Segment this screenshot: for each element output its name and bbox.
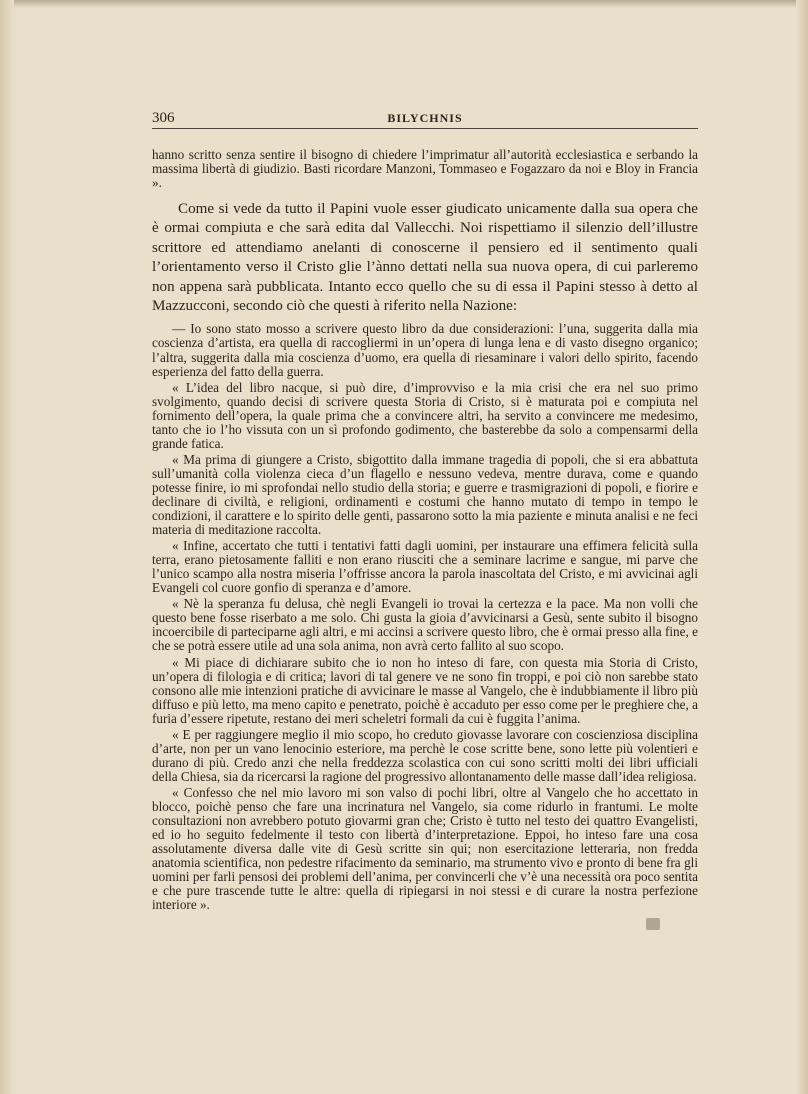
quote-paragraph: « Nè la speranza fu delusa, chè negli Evangeli io trovai la certezza e la pace. Ma non volli che questo bene fosse riserbato a me solo. Chi gusta la gioia d’avvicinarsi a Gesù, sente subito il bisogno incoercibile di parteciparne agli altri, e mi accinsi a scrivere questo libro, che è ormai presso alla fine, e che se potrà essere utile ad una sola anima, non avrà certo fallito al suo scopo. xyxy=(152,596,698,654)
page-header xyxy=(152,110,698,128)
page-right-edge xyxy=(796,0,808,1094)
ink-stain xyxy=(646,918,660,930)
quote-section xyxy=(152,322,698,912)
quote-paragraph: « Ma prima di giungere a Cristo, sbigottito dalla immane tragedia di popoli, che si era abbattuta sull’umanità colla violenza cieca d’un flagello e nessuno vedeva, mentre durava, come e quando potesse finire, io mi sprofondai nello studio della storia; e guerre e trasmigrazioni di popoli, e fiorire e declinare di civiltà, e religioni, ordinamenti e costumi che hanno mutato di tempo in tempo le condizioni, il carattere e lo spirito delle genti, passarono sotto la mia paziente e minuta analisi e ne feci materia di meditazione raccolta. xyxy=(152,451,698,538)
quote-paragraph: « E per raggiungere meglio il mio scopo, ho creduto giovasse lavorare con coscienziosa disciplina d’arte, non per un vano lenocinio esteriore, ma perchè le cose scritte bene, sono lette più volentieri e durano di più. Credo anzi che nella freddezza scolastica con cui sono scritti molti dei libri ufficiali della Chiesa, sia da ricercarsi la ragione del progressivo allontanamento delle masse dall’idea religiosa. xyxy=(152,726,698,784)
quote-paragraph: « L’idea del libro nacque, si può dire, d’improvviso e la mia crisi che era nel suo primo svolgimento, quando decisi di scrivere questa Storia di Cristo, si è maturata poi e compiuta nel fornimento dell’opera, la quale prima che a convincere altri, ha servito a convincere me medesimo, tanto che io l’ho vissuta con un sì profondo godimento, che basterebbe da solo a compensarmi della grande fatica. xyxy=(152,379,698,451)
main-section xyxy=(152,200,698,316)
main-paragraph: Come si vede da tutto il Papini vuole esser giudicato unicamente dalla sua opera che è ormai compiuta e che sarà edita dal Vallecchi. Noi rispettiamo il silenzio dell’illustre scrittore ed attendiamo anelanti di conoscerne il pensiero ed il sentimento quali l’orientamento verso il Cristo glie l’ànno dettati nella sua nuova opera, di cui parleremo non appena sarà pubblicata. Intanto ecco quello che su di essa il Papini stesso à detto al Mazzucconi, secondo ciò che questi à riferito nella Nazione: xyxy=(152,201,698,315)
header-rule xyxy=(152,128,698,129)
page-number: 306 xyxy=(152,110,175,126)
intro-paragraph: hanno scritto senza sentire il bisogno di chiedere l’imprimatur all’autorità ecclesiastica e serbando la massima libertà di giudizio. Basti ricordare Manzoni, Tommaseo e Fogazzaro da noi e Bloy in Francia ». xyxy=(152,147,698,190)
page-body xyxy=(152,148,698,912)
quote-paragraph: « Confesso che nel mio lavoro mi son valso di pochi libri, oltre al Vangelo che ho accettato in blocco, poichè penso che fare una incrinatura nel Vangelo, sia come ridurlo in frantumi. Le molte consultazioni non avrebbero potuto giovarmi gran che; Cristo è tutto nel testo dei quattro Evangelisti, ed io ho seguito fedelmente il testo con libertà d’interpretazione. Eppoi, ho inteso fare una cosa assolutamente diversa dalle vite di Gesù scritte sin qui; non esercitazione letteraria, non fredda anatomia scientifica, non pedestre rifacimento da seminario, ma strumento vivo e pronto di bene fra gli uomini per farli pensosi dei problemi dell’anima, per convincerli che v’è una necessità ora poco sentita e che pure trascende tutte le altre: quella di ripiegarsi in noi stessi e di curare la nostra perfezione interiore ». xyxy=(152,784,698,913)
page-left-edge xyxy=(0,0,14,1094)
running-head: BILYCHNIS xyxy=(387,111,463,125)
intro-section xyxy=(152,148,698,190)
quote-paragraph: « Infine, accertato che tutti i tentativi fatti dagli uomini, per instaurare una effimera felicità sulla terra, erano pietosamente falliti e non erano riusciti che a seminare lacrime e sangue, mi parve che l’unico scampo alla nostra miseria l’offrisse ancora la parola inascoltata del Cristo, e mi avvicinai agli Evangeli col cuore gonfio di speranza e d’amore. xyxy=(152,538,698,596)
page-top-edge xyxy=(0,0,808,8)
quote-paragraph: « Mi piace di dichiarare subito che io non ho inteso di fare, con questa mia Storia di Cristo, un’opera di filologia e di critica; lavori di tal genere ve ne sono fin troppi, e poi ciò non sarebbe stato consono alle mie intenzioni pratiche di avvicinare le masse al Vangelo, che è indubbiamente il libro più diffuso e più letto, ma meno capito e penetrato, poichè è accaduto per esso come per le preghiere che, a furia d’essere ripetute, restano dei meri scheletri formali da cui è fuggita l’anima. xyxy=(152,654,698,726)
quote-paragraph: — Io sono stato mosso a scrivere questo libro da due considerazioni: l’una, suggerita dalla mia coscienza d’artista, era quella di raccogliermi in un’opera di lunga lena e di vasto disegno organico; l’altra, suggerita dalla mia coscienza d’uomo, era quella di riesaminare i valori dello spirito, facendo esperienza del fatto della guerra. xyxy=(152,321,698,379)
